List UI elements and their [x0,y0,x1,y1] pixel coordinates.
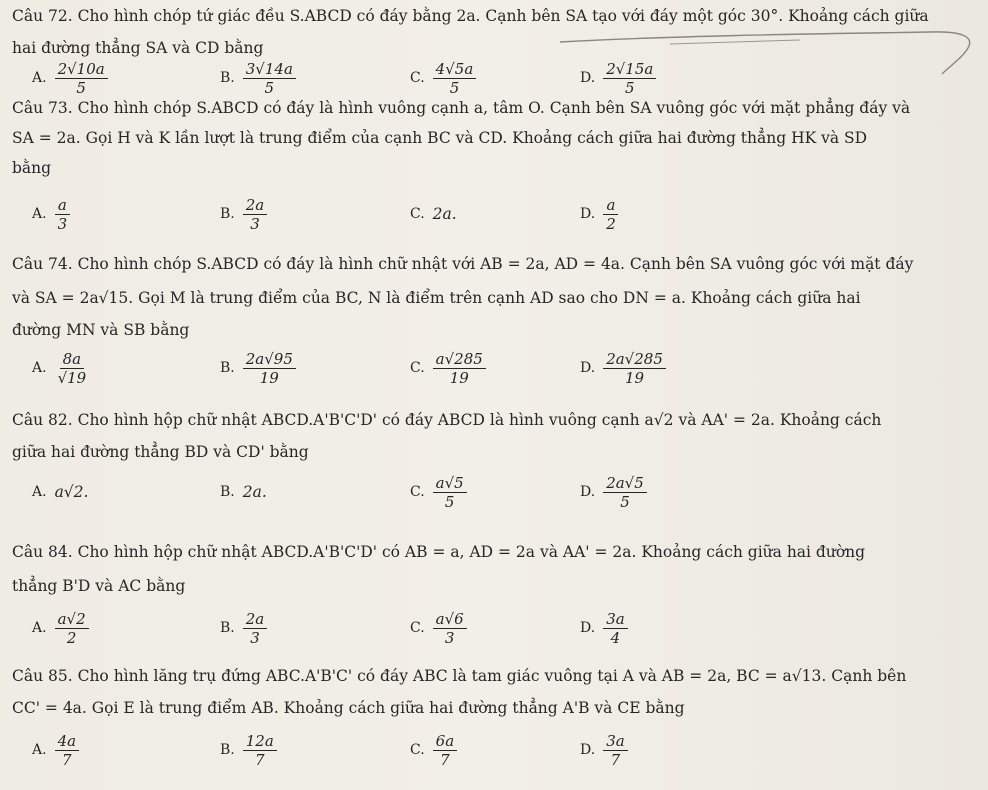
option-fraction: $\frac{2a√285}{19}$ [603,350,666,387]
q84-option-c[interactable] [410,606,467,650]
option-fraction: $\frac{4√5a}{5}$ [433,60,477,97]
option-letter: D. [580,206,596,222]
q82-options [0,470,988,514]
option-letter: B. [220,360,235,376]
option-letter: C. [410,70,425,86]
q85-options [0,728,988,772]
option-letter: A. [32,206,47,222]
q73-option-b[interactable] [220,192,267,236]
option-letter: C. [410,484,425,500]
option-fraction: $\frac{3a}{7}$ [603,732,628,769]
q74-line3: đường MN và SB bằng [12,321,190,339]
q84-option-d[interactable] [580,606,628,650]
q73-option-d[interactable] [580,192,619,236]
option-letter: D. [580,484,596,500]
option-fraction: $\frac{a}{3}$ [55,196,71,233]
q85-line2: CC' = 4a. Gọi E là trung điểm AB. Khoảng cách giữa hai đường thẳng A'B và CE bằng [12,699,685,717]
option-value: 2a. [432,205,457,223]
option-letter: D. [580,620,596,636]
option-fraction: $\frac{2a√5}{5}$ [603,474,647,511]
option-fraction: $\frac{4a}{7}$ [55,732,80,769]
option-fraction: $\frac{8a}{√19}$ [57,349,87,387]
q82-line2: giữa hai đường thẳng BD và CD' bằng [12,443,309,461]
option-fraction: $\frac{a}{2}$ [603,196,619,233]
q72-option-d[interactable] [580,56,656,100]
q85-option-c[interactable] [410,728,457,772]
option-letter: A. [32,620,47,636]
option-letter: D. [580,360,596,376]
option-fraction: $\frac{a√2}{2}$ [55,610,89,647]
option-letter: A. [32,70,47,86]
option-letter: D. [580,742,596,758]
q72-line2: hai đường thẳng SA và CD bằng [12,39,264,57]
q73-line3: bằng [12,159,52,177]
option-letter: C. [410,360,425,376]
option-fraction: $\frac{6a}{7}$ [433,732,458,769]
q85-line1: Câu 85. Cho hình lăng trụ đứng ABC.A'B'C' có đáy ABC là tam giác vuông tại A và AB = 2a, BC = a√13. Cạnh bên [12,667,907,685]
q84-option-a[interactable] [32,606,89,650]
option-letter: B. [220,206,235,222]
q84-option-b[interactable] [220,606,267,650]
q74-option-c[interactable] [410,346,486,390]
option-letter: C. [410,206,425,222]
q74-line1: Câu 74. Cho hình chóp S.ABCD có đáy là hình chữ nhật với AB = 2a, AD = 4a. Cạnh bên SA vuông góc với mặt đáy [12,255,914,273]
option-fraction: $\frac{2a}{3}$ [243,610,268,647]
option-letter: B. [220,742,235,758]
option-letter: A. [32,742,47,758]
q73-option-c[interactable] [410,192,457,236]
q74-line2: và SA = 2a√15. Gọi M là trung điểm của BC, N là điểm trên cạnh AD sao cho DN = a. Khoảng cách giữa hai [12,289,861,307]
option-value: a√2. [54,483,89,501]
q85-option-d[interactable] [580,728,628,772]
option-letter: A. [32,360,47,376]
q85-option-b[interactable] [220,728,277,772]
option-fraction: $\frac{2a}{3}$ [243,196,268,233]
q72-option-a[interactable] [32,56,108,100]
q74-option-d[interactable] [580,346,666,390]
q73-options [0,192,988,236]
q82-option-c[interactable] [410,470,467,514]
option-value: 2a. [242,483,267,501]
q73-option-a[interactable] [32,192,70,236]
q72-option-c[interactable] [410,56,476,100]
option-fraction: $\frac{a√6}{3}$ [433,610,467,647]
q82-line1: Câu 82. Cho hình hộp chữ nhật ABCD.A'B'C'D' có đáy ABCD là hình vuông cạnh a√2 và AA' = 2a. Khoảng cách [12,411,882,429]
q72-option-b[interactable] [220,56,296,100]
option-letter: B. [220,620,235,636]
q74-option-b[interactable] [220,346,296,390]
option-fraction: $\frac{a√285}{19}$ [433,350,486,387]
option-letter: A. [32,484,47,500]
option-fraction: $\frac{3√14a}{5}$ [243,60,296,97]
q74-options [0,346,988,390]
option-fraction: $\frac{3a}{4}$ [603,610,628,647]
q84-options [0,606,988,650]
q73-line1: Câu 73. Cho hình chóp S.ABCD có đáy là hình vuông cạnh a, tâm O. Cạnh bên SA vuông góc với mặt phẳng đáy và [12,99,911,117]
q84-line2: thẳng B'D và AC bằng [12,577,186,595]
option-fraction: $\frac{a√5}{5}$ [433,474,467,511]
option-fraction: $\frac{2a√95}{19}$ [243,350,296,387]
option-letter: B. [220,484,235,500]
q82-option-a[interactable] [32,470,88,514]
option-letter: C. [410,620,425,636]
q74-option-a[interactable] [32,346,89,390]
option-letter: D. [580,70,596,86]
q84-line1: Câu 84. Cho hình hộp chữ nhật ABCD.A'B'C'D' có AB = a, AD = 2a và AA' = 2a. Khoảng cách giữa hai đường [12,543,866,561]
option-fraction: $\frac{12a}{7}$ [243,732,277,769]
option-fraction: $\frac{2√10a}{5}$ [55,60,108,97]
q72-line1: Câu 72. Cho hình chóp tứ giác đều S.ABCD có đáy bằng 2a. Cạnh bên SA tạo với đáy một góc 30°. Khoảng cách giữa [12,7,929,25]
q82-option-b[interactable] [220,470,267,514]
q85-option-a[interactable] [32,728,79,772]
option-letter: B. [220,70,235,86]
option-letter: C. [410,742,425,758]
q82-option-d[interactable] [580,470,647,514]
q72-options [0,56,988,100]
q73-line2: SA = 2a. Gọi H và K lần lượt là trung điểm của cạnh BC và CD. Khoảng cách giữa hai đường thẳng HK và SD [12,129,868,147]
option-fraction: $\frac{2√15a}{5}$ [603,60,656,97]
